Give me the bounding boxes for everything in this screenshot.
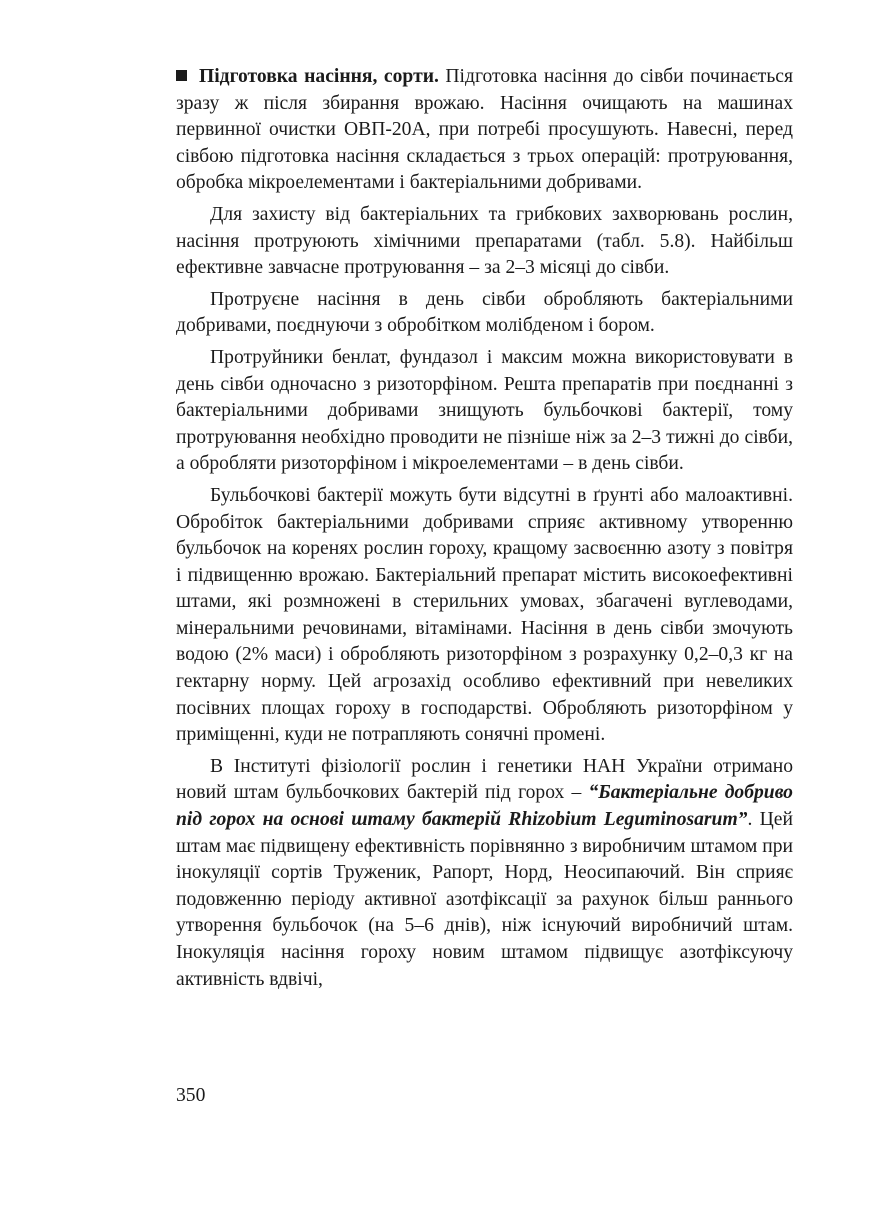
paragraph-new-strain xyxy=(176,754,793,993)
paragraph-nodule-bacteria: Бульбочкові бактерії можуть бути відсутні в ґрунті або малоактивні. Обробіток бактеріальними добривами сприяє активному утворенню бульбочок на коренях рослин гороху, кращому засвоєнню азоту з повітря і підвищенню врожаю. Бактеріальний препарат містить високоефективні штами, які розмножені в стерильних умовах, збагачені вуглеводами, мінеральними речовинами, вітамінами. Насіння в день сівби змочують водою (2% маси) і обробляють ризоторфіном з розрахунку 0,2–0,3 кг на гектарну норму. Цей агрозахід особливо ефективний при невеликих посівних площах гороху в господарстві. Обробляють ризоторфіном у приміщенні, куди не потрапляють сонячні промені. xyxy=(176,484,793,746)
paragraph-text: В Інституті фізіології рослин і генетики НАН України отримано новий штам бульбочкових бактерій під горох – xyxy=(176,755,793,804)
emphasized-product-name: “Бактеріальне добриво під горох на основі штаму бактерій Rhizobium Leguminosarum” xyxy=(176,782,793,831)
bullet-square-icon xyxy=(176,70,187,81)
paragraph-seed-preparation xyxy=(176,64,793,197)
page-body xyxy=(176,64,793,998)
paragraph-treatment-agents: Протруйники бенлат, фундазол і максим можна використовувати в день сівби одночасно з ризоторфіном. Решта препаратів при поєднанні з бактеріальними добривами знищують бульбочкові бактерії, тому протруювання необхідно проводити не пізніше ніж за 2–3 тижні до сівби, а обробляти ризоторфіном і мікроелементами – в день сівби. xyxy=(176,346,793,475)
paragraph-text: Підготовка насіння до сівби починається зразу ж після збирання врожаю. Насіння очищають на машинах первинної очистки ОВП-20А, при потребі просушують. Навесні, перед сівбою підготовка насіння складається з трьох операцій: протруювання, обробка мікроелементами і бактеріальними добривами. xyxy=(176,66,793,194)
paragraph-seed-treatment: Для захисту від бактеріальних та грибкових захворювань рослин, насіння протруюють хімічними препаратами (табл. 5.8). Найбільш ефективне завчасне протруювання – за 2–3 місяці до сівби. xyxy=(176,203,793,279)
page-number: 350 xyxy=(176,1085,206,1106)
section-heading: Підготовка насіння, сорти. xyxy=(199,66,439,87)
paragraph-bacterial-fertilizers: Протруєне насіння в день сівби обробляють бактеріальними добривами, поєднуючи з обробітком молібденом і бором. xyxy=(176,288,793,337)
paragraph-text: . Цей штам має підвищену ефективність порівнянно з виробничим штамом при інокуляції сортів Труженик, Рапорт, Норд, Неосипаючий. Він сприяє подовженню періоду активної азотфіксації за рахунок більш раннього утворення бульбочок (на 5–6 днів), ніж існуючий виробничий штам. Інокуляція насіння гороху новим штамом підвищує азотфіксуючу активність вдвічі, xyxy=(176,809,793,990)
